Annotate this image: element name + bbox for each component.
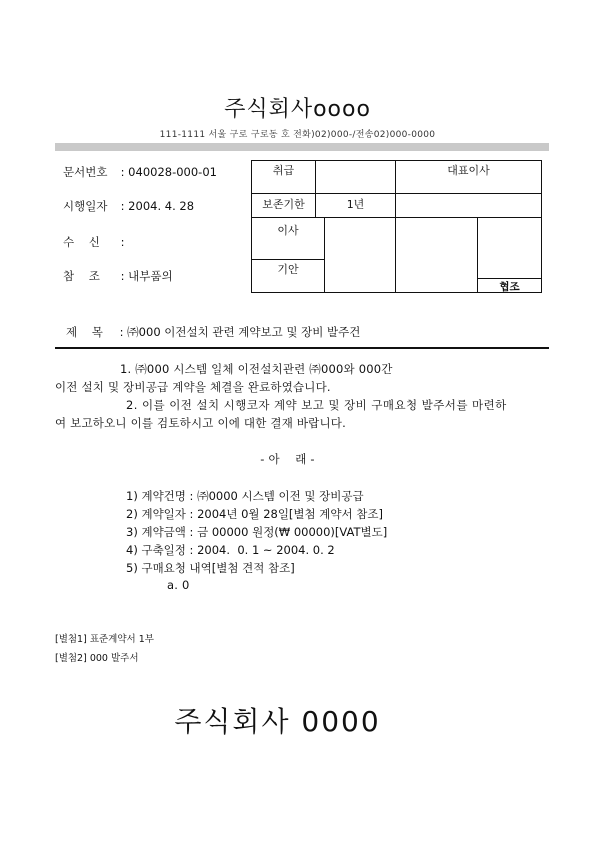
drafter-label: 기안 — [277, 263, 299, 276]
item-purchase-request: 5) 구매요청 내역[별첨 견적 참조] — [126, 561, 295, 575]
item-contract-amount: 3) 계약금액 : 금 00000 원정(₩ 00000)[VAT별도] — [126, 525, 388, 539]
meta-recipient — [63, 234, 125, 250]
company-address: 111-1111 서울 구로 구로동 호 전화)02)000-/전송02)000-0000 — [159, 130, 436, 140]
retention-value: 1년 — [346, 198, 365, 211]
director-label: 이사 — [277, 224, 299, 237]
meta-label: 문서번호 — [63, 165, 108, 179]
meta-label: 시행일자 — [63, 199, 108, 213]
retention-label: 보존기한 — [262, 198, 305, 211]
cooperation-label: 협조 — [499, 281, 520, 293]
company-title: 주식회사oooo — [224, 97, 371, 122]
subject-text: : ㈜000 이전설치 관련 계약보고 및 장비 발주건 — [119, 325, 361, 339]
meta-reference — [63, 268, 173, 284]
enclosure-2: [별첨2] 000 발주서 — [55, 653, 139, 664]
meta-value: : 040028-000-01 — [120, 165, 217, 179]
handling-label: 취급 — [272, 164, 295, 177]
meta-doc-number — [63, 164, 217, 180]
approval-table — [251, 160, 542, 293]
item-contract-name: 1) 계약건명 : ㈜0000 시스템 이전 및 장비공급 — [126, 489, 364, 503]
enclosure-1: [별첨1] 표준계약서 1부 — [55, 634, 154, 645]
paragraph-1-line-1: 1. ㈜000 시스템 일체 이전설치관련 ㈜000와 000간 — [120, 362, 393, 376]
paragraph-1-line-2: 이전 설치 및 장비공급 계약을 체결을 완료하였습니다. — [55, 380, 331, 394]
meta-label: 수 신 — [63, 235, 100, 249]
subject-divider — [55, 347, 549, 349]
subject-line — [66, 324, 360, 340]
item-schedule: 4) 구축일정 : 2004. 0. 1 ~ 2004. 0. 2 — [126, 543, 335, 557]
header-divider-bar — [55, 143, 549, 151]
notice-heading: - 아 래 - — [260, 452, 315, 466]
meta-value: : — [120, 235, 125, 249]
ceo-label: 대표이사 — [447, 164, 490, 177]
paragraph-2-line-1: 2. 이를 이전 설치 시행코자 계약 보고 및 장비 구매요청 발주서를 마련하 — [126, 398, 507, 412]
paragraph-2-line-2: 여 보고하오니 이를 검토하시고 이에 대한 결재 바랍니다. — [55, 416, 346, 430]
meta-label: 참 조 — [63, 269, 100, 283]
subject-label: 제 목 — [66, 325, 103, 339]
item-contract-date: 2) 계약일자 : 2004년 0월 28일[별첨 계약서 참조] — [126, 507, 383, 521]
company-signature: 주식회사 0000 — [174, 705, 381, 738]
meta-issue-date — [63, 198, 194, 214]
sub-item: a. 0 — [167, 578, 190, 592]
meta-value: : 2004. 4. 28 — [120, 199, 195, 213]
meta-value: : 내부품의 — [120, 269, 173, 283]
